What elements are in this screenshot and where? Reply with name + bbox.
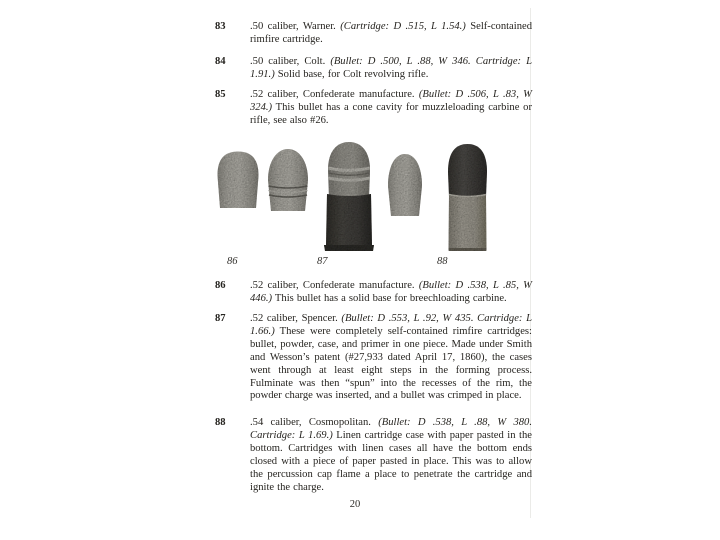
- entry-number: 84: [215, 56, 226, 67]
- bullet-86-photo: [217, 152, 258, 209]
- catalog-entry-84: [215, 56, 533, 82]
- entry-text: .52 caliber, Confederate manufacture. (Bullet: D .506, L .83, W 324.) This bullet has a cone cavity for muzzleloading carbine or rifle, see also #26.: [250, 89, 532, 126]
- catalog-entry-83: [215, 21, 533, 47]
- figure-label-88: 88: [437, 256, 448, 267]
- figure-label-87: 87: [317, 256, 328, 267]
- catalog-entry-87: [215, 313, 533, 403]
- entry-number: 87: [215, 313, 226, 324]
- entry-text: .52 caliber, Spencer. (Bullet: D .553, L .92, W 435. Cartridge: L 1.66.) These were completely self-contained rimfire cartridges: bullet, powder, case, and primer in one piece. Made under Smith and Wesson’s patent (#27,933 dated April 17, 1860), the cases went through at least eight steps in the forming process. Fulminate was then “spun” into the recesses of the rim, the powder charge was inserted, and a bullet was crimped in place.: [250, 313, 532, 402]
- pointed-bullet-photo: [388, 154, 422, 216]
- cosmopolitan-cartridge-88-photo: [448, 144, 487, 251]
- entry-text: .52 caliber, Confederate manufacture. (Bullet: D .538, L .85, W 446.) This bullet has a solid base for breechloading carbine.: [250, 280, 532, 304]
- ribbed-bullet-photo: [268, 149, 308, 211]
- entry-text: .50 caliber, Colt. (Bullet: D .500, L .88, W 346. Cartridge: L 1.91.) Solid base, for Colt revolving rifle.: [250, 56, 533, 80]
- entry-number: 85: [215, 89, 226, 100]
- entry-number: 86: [215, 280, 226, 291]
- entry-text: .54 caliber, Cosmopolitan. (Bullet: D .538, L .88, W 380. Cartridge: L 1.69.) Linen cartridge case with paper pasted in the bottom. Cartridges with linen cases all have the bottom ends closed with a piece of paper pasted in place. This was to allow the percussion cap flame a place to penetrate the cartridge and ignite the charge.: [250, 417, 532, 493]
- bullet-photo-figure: [190, 140, 530, 272]
- entry-number: 88: [215, 417, 226, 428]
- spencer-cartridge-87-photo: [324, 142, 374, 251]
- entry-number: 83: [215, 21, 226, 32]
- figure-label-86: 86: [227, 256, 238, 267]
- catalog-entry-86: [215, 280, 533, 306]
- page-number: 20: [349, 499, 361, 510]
- catalog-entry-85: [215, 89, 533, 128]
- catalog-entry-88: [215, 417, 533, 494]
- entry-text: .50 caliber, Warner. (Cartridge: D .515, L 1.54.) Self-contained rimfire cartridge.: [250, 21, 532, 45]
